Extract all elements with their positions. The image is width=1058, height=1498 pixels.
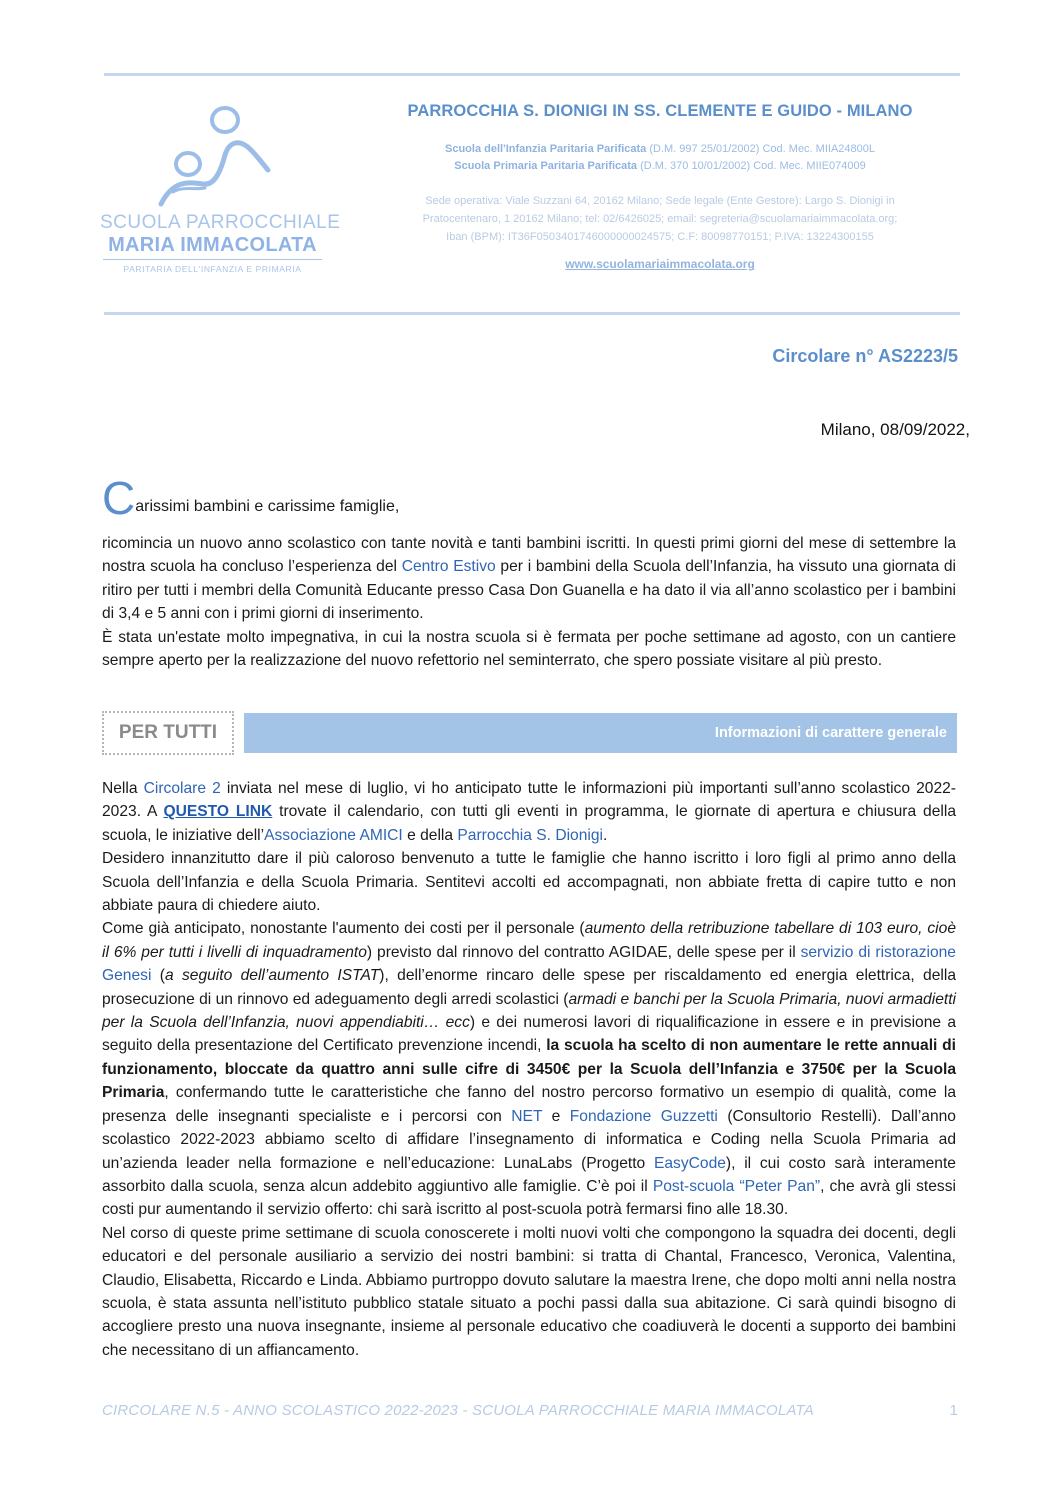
text: trovate il calendario, con tutti gli eventi in programma, le giornate di apertura e chiusura della scuola, le iniziative dell’ (102, 803, 956, 844)
centro-estivo-link[interactable]: Centro Estivo (401, 558, 496, 576)
section-tag: PER TUTTI (102, 711, 234, 755)
intro-paragraph-1 (102, 532, 956, 626)
paragraph-staff: Nel corso di queste prime settimane di scuola conoscerete i molti nuovi volti che compongono la squadra dei docenti, degli educatori e del personale ausiliario a servizio dei nostri bambini: si tratta di Chantal, Francesco, Veronica, Valentina, Claudio, Elisabetta, Riccardo e Linda. Abbiamo purtroppo dovuto salutare la maestra Irene, che dopo molti anni nella nostra scuola, è stata assunta nell’istituto pubblico statale situato a pochi passi dalla sua abitazione. Ci sarà quindi bisogno di accogliere presto una nuova insegnante, insieme al personale educativo che coadiuverà le docenti a supporto dei bambini che necessitano di un affiancamento. (102, 1224, 956, 1359)
school-details: (D.M. 370 10/01/2002) Cod. Mec. MIIE074009 (637, 160, 866, 172)
school-line-infanzia (360, 141, 960, 158)
text: ) e dei numerosi lavori di riqualificazione in essere e in previsione a seguito della presentazione del Certificato prevenzione incendi, (102, 1014, 956, 1055)
main-text (102, 777, 956, 1362)
contact-info (360, 192, 960, 246)
italic-text: aumento della retribuzione tabellare di 103 euro, cioè il 6% per tutti i livelli di inquadramento (102, 920, 956, 961)
section-title: Informazioni di carattere generale (714, 725, 947, 741)
school-logo (100, 100, 341, 285)
top-rule (104, 73, 960, 76)
contact-line: Sede operativa: Viale Suzzani 64, 20162 Milano; Sede legale (Ente Gestore): Largo S. Dionigi in (425, 195, 895, 207)
greeting-text: arissimi bambini e carissime famiglie, (135, 498, 400, 515)
easycode-link[interactable]: EasyCode (653, 1154, 726, 1172)
section-title-bar (244, 713, 957, 753)
school-details: (D.M. 997 25/01/2002) Cod. Mec. MIIA24800L (646, 143, 875, 155)
paragraph-costs (102, 917, 956, 1221)
text: e della (402, 826, 458, 844)
logo-line-3: PARITARIA DELL'INFANZIA E PRIMARIA (123, 264, 302, 274)
fondazione-guzzetti-link[interactable]: Fondazione Guzzetti (569, 1107, 718, 1125)
school-name: Scuola dell'Infanzia Paritaria Parificata (445, 143, 647, 155)
text: inviata nel mese di luglio, vi ho anticipato tutte le informazioni più importanti sull’anno scolastico 2022-2023. A (102, 780, 956, 821)
drop-cap: C (102, 472, 136, 524)
text: ( (151, 967, 165, 985)
text: , che avrà gli stessi costi pur aumentando il servizio offerto: chi sarà iscritto al post-scuola potrà fermarsi fino alle 18.30. (102, 1177, 956, 1219)
associazione-amici-link[interactable]: Associazione AMICI (264, 826, 403, 844)
school-name: Scuola Primaria Paritaria Parificata (454, 160, 638, 172)
parish-name: PARROCCHIA S. DIONIGI IN SS. CLEMENTE E GUIDO - MILANO (407, 102, 913, 120)
net-link[interactable]: NET (511, 1107, 543, 1125)
paragraph-welcome: Desidero innanzitutto dare il più caloroso benvenuto a tutte le famiglie che hanno iscritto i loro figli al primo anno della Scuola dell’Infanzia e della Scuola Primaria. Sentitevi accolti ed accompagnati, non abbiate fretta di capire tutto e non abbiate paura di chiedere aiuto. (102, 850, 956, 915)
header-bottom-rule (104, 312, 960, 315)
page-footer (102, 1402, 958, 1419)
paragraph-circolare (102, 777, 956, 847)
italic-text: armadi e banchi per la Scuola Primaria, nuovi armadietti per la Scuola dell’Infanzia, nuovi appendiabiti… ecc (102, 990, 956, 1032)
letter-date: Milano, 08/09/2022, (820, 420, 970, 439)
intro-text (102, 532, 956, 672)
intro-paragraph-2: È stata un'estate molto impegnativa, in cui la nostra scuola si è fermata per poche settimane ad agosto, con un cantiere sempre aperto per la realizzazione del nuovo refettorio nel seminterrato, che spero possiate visitare al più presto. (102, 628, 956, 670)
text: ), dell’enorme rincaro delle spese per riscaldamento ed energia elettrica, della prosecuzione di un rinnovo ed adeguamento degli arredi scolastici ( (102, 967, 956, 1008)
children-logo-icon (143, 100, 283, 210)
circolare-number: Circolare n° AS2223/5 (772, 346, 958, 366)
school-line-primaria (360, 158, 960, 175)
page-number: 1 (949, 1402, 958, 1419)
text: ), il cui costo sarà interamente assorbito dalla scuola, senza alcun addebito aggiuntivo alle famiglie. C’è poi il (102, 1154, 956, 1195)
text: Come già anticipato, nonostante l'aumento dei costi per il personale ( (102, 920, 585, 938)
letterhead-info (360, 102, 960, 271)
text: ) previsto dal rinnovo del contratto AGIDAE, delle spese per il (366, 943, 801, 961)
text: Nella (102, 780, 144, 797)
bold-text: la scuola ha scelto di non aumentare le rette annuali di funzionamento, bloccate da quattro anni sulle cifre di 3450€ per la Scuola dell’Infanzia e 3750€ per la Scuola Primaria (102, 1037, 957, 1102)
contact-line: Iban (BPM): IT36F0503401746000000024575; C.F: 80098770151; P.IVA: 13224300155 (446, 231, 874, 243)
text: e (542, 1107, 570, 1125)
text: per i bambini della Scuola dell’Infanzia, ha vissuto una giornata di ritiro per tutti i membri della Comunità Educante presso Casa Don Guanella e ha dato il via all’anno scolastico per i bambini di 3,4 e 5 anni con i primi giorni di inserimento. (102, 558, 957, 623)
website-link[interactable]: www.scuolamariaimmacolata.org (565, 257, 755, 271)
school-registrations (360, 141, 960, 175)
greeting (102, 472, 400, 524)
italic-text: a seguito dell’aumento ISTAT (164, 967, 380, 985)
text: ricomincia un nuovo anno scolastico con tante novità e tanti bambini iscritti. In questi primi giorni del mese di settembre la nostra scuola ha concluso l’esperienza del (102, 535, 956, 576)
post-scuola-link[interactable]: Post-scuola “Peter Pan” (652, 1177, 821, 1195)
text: (Consultorio Restelli). Dall’anno scolastico 2022-2023 abbiamo scelto di affidare l’insegnamento di informatica e Coding nella Scuola Primaria ad un’azienda leader nella formazione e nell’educazione: LunaLabs (Progetto (102, 1107, 956, 1172)
circolare-2-link[interactable]: Circolare 2 (143, 780, 221, 797)
parrocchia-link[interactable]: Parrocchia S. Dionigi (457, 826, 603, 844)
contact-line: Pratocentenaro, 1 20162 Milano; tel: 02/6426025; email: segreteria@scuolamariaimmacolata.org; (422, 213, 898, 225)
footer-text: CIRCOLARE N.5 - ANNO SCOLASTICO 2022-2023 - SCUOLA PARROCCHIALE MARIA IMMACOLATA (102, 1402, 814, 1419)
logo-line-1: SCUOLA PARROCCHIALE (100, 212, 341, 233)
questo-link-link[interactable]: QUESTO LINK (163, 803, 273, 821)
section-header (102, 711, 957, 755)
text: , confermando tutte le caratteristiche che fanno del nostro percorso formativo un esempio di qualità, come la presenza delle insegnanti specialiste e i percorsi con (102, 1084, 956, 1125)
text: . (603, 826, 608, 844)
logo-line-2: MARIA IMMACOLATA (103, 234, 322, 260)
genesi-link[interactable]: servizio di ristorazione Genesi (102, 943, 956, 985)
